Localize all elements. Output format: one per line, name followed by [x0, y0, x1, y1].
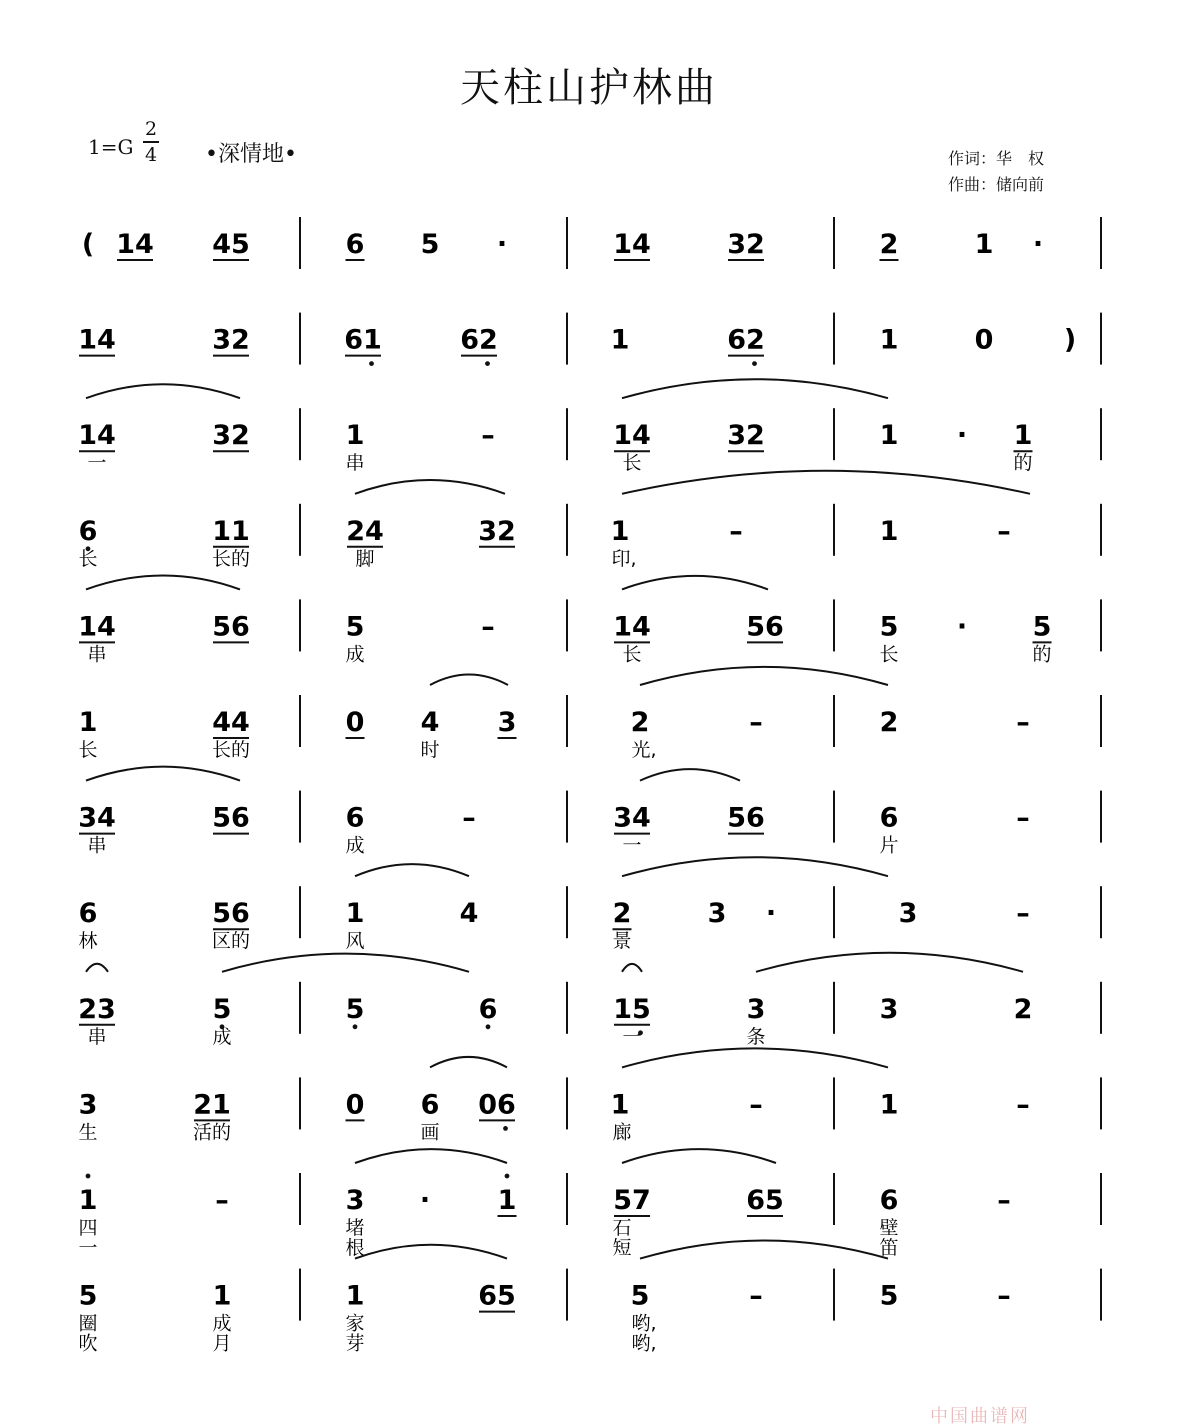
slur [86, 767, 240, 781]
slur [86, 964, 108, 972]
note: 34 [613, 802, 651, 834]
note: – [1016, 898, 1030, 930]
slur [355, 1149, 507, 1163]
note: 1 [974, 229, 994, 260]
note: – [1016, 707, 1030, 738]
note: ) [1063, 324, 1077, 356]
note: 14 [613, 611, 651, 643]
slur [622, 1048, 888, 1067]
lyric: 一 [87, 452, 107, 475]
note: 3 [78, 1089, 98, 1121]
lyric: 哟, [631, 1312, 657, 1335]
lyric: 光, [631, 739, 657, 761]
lyric: 画 [420, 1121, 440, 1144]
note: 1 [610, 324, 630, 356]
slur [622, 471, 1030, 494]
note: 2 [630, 707, 650, 738]
lyric: 长 [78, 739, 98, 761]
lyric: 成 [345, 834, 365, 857]
lyric: 片 [879, 834, 899, 857]
note: – [749, 707, 763, 738]
note: 6 [420, 1089, 440, 1121]
lyric: 时 [420, 739, 440, 761]
slur [640, 1240, 888, 1258]
slur [355, 1245, 507, 1259]
lyric: 长 [622, 452, 642, 475]
note: 1 [345, 420, 365, 452]
lyric: 成 [212, 1025, 232, 1048]
note: · [419, 1185, 431, 1216]
lyric: 串 [87, 643, 107, 666]
note: 32 [727, 229, 765, 260]
note: 14 [613, 229, 651, 260]
note: 56 [727, 802, 765, 834]
lyric: 成 [212, 1312, 232, 1335]
note: 4 [420, 707, 440, 738]
slur [756, 953, 1023, 972]
octave-dot-below [353, 1024, 358, 1029]
note: 34 [78, 802, 116, 834]
note: · [956, 420, 968, 452]
note: 5 [879, 611, 899, 643]
note: · [1032, 229, 1044, 260]
octave-dot-above [86, 1174, 91, 1179]
lyric: 长 [622, 643, 642, 666]
slur [622, 964, 642, 972]
note: 62 [727, 324, 765, 356]
note: 2 [612, 898, 632, 930]
note: 65 [746, 1185, 784, 1216]
slur [430, 674, 508, 685]
note: 11 [212, 515, 250, 547]
lyric: 四 [78, 1217, 98, 1239]
note: 3 [898, 898, 918, 930]
note: 5 [345, 993, 365, 1025]
octave-dot-below [369, 361, 374, 366]
lyric: 圈 [78, 1312, 98, 1335]
note: 1 [610, 1089, 630, 1121]
note: 1 [879, 1089, 899, 1121]
note: 14 [116, 229, 154, 260]
lyric: 活的 [192, 1121, 232, 1144]
octave-dot-above [505, 1174, 510, 1179]
note: 1 [1013, 420, 1033, 452]
note: 5 [212, 993, 232, 1025]
slur [86, 384, 240, 398]
note: 1 [879, 324, 899, 356]
note: 6 [478, 993, 498, 1025]
lyric: 脚 [355, 547, 375, 570]
lyric: 生 [78, 1121, 98, 1144]
note: 14 [78, 420, 116, 452]
time-signature-top: 2 [144, 118, 158, 140]
note: 1 [879, 515, 899, 547]
note: 5 [345, 611, 365, 643]
lyric: 家 [345, 1312, 365, 1335]
note: – [215, 1185, 229, 1216]
lyric: 根 [345, 1237, 365, 1259]
tempo-marking: •深情地• [205, 142, 297, 167]
key-signature: 1=G [88, 135, 134, 159]
note: 24 [346, 515, 384, 547]
lyric: 印, [611, 547, 637, 570]
note: – [462, 802, 476, 834]
note: 56 [746, 611, 784, 643]
note: · [496, 229, 508, 260]
lyric: 壁 [879, 1217, 899, 1239]
note: 5 [420, 229, 440, 260]
note: 3 [879, 993, 899, 1025]
note: 6 [78, 515, 98, 547]
note: – [749, 1280, 763, 1312]
note: 56 [212, 802, 250, 834]
note: 1 [497, 1185, 517, 1216]
note: 3 [707, 898, 727, 930]
lyric: 景 [612, 930, 632, 953]
octave-dot-below [752, 361, 757, 366]
note: – [481, 611, 495, 643]
note: 3 [345, 1185, 365, 1216]
note: – [997, 515, 1011, 547]
note: 6 [345, 229, 365, 260]
note: 14 [613, 420, 651, 452]
slur [640, 769, 740, 781]
lyric: 的 [1013, 452, 1033, 475]
note: – [1016, 802, 1030, 834]
note: 45 [212, 229, 250, 260]
note: 2 [879, 707, 899, 738]
note: 5 [879, 1280, 899, 1312]
note: 6 [879, 802, 899, 834]
slur [430, 1057, 507, 1067]
note: 1 [610, 515, 630, 547]
note: – [997, 1185, 1011, 1216]
slur [355, 864, 469, 876]
lyric: 一 [622, 834, 642, 857]
lyricist-credit: 作词：华 权 [948, 149, 1045, 168]
note: 14 [78, 324, 116, 356]
note: 21 [193, 1089, 231, 1121]
note: 3 [497, 707, 517, 738]
lyric: 月 [212, 1332, 232, 1355]
lyric: 长的 [211, 547, 251, 570]
note: 56 [212, 898, 250, 930]
lyric: 长 [879, 643, 899, 666]
slur [622, 576, 768, 590]
note: 15 [613, 993, 651, 1025]
lyric: 成 [345, 643, 365, 666]
note: 32 [212, 420, 250, 452]
note: · [956, 611, 968, 643]
note: 1 [78, 707, 98, 738]
song-title: 天柱山护林曲 [460, 65, 718, 111]
lyric: 林 [78, 930, 98, 953]
note: 44 [212, 707, 250, 738]
note: 32 [478, 515, 516, 547]
lyric: 吹 [78, 1332, 98, 1355]
note: 32 [727, 420, 765, 452]
octave-dot-below [485, 361, 490, 366]
note: 0 [345, 1089, 365, 1121]
note: 56 [212, 611, 250, 643]
note: 1 [345, 898, 365, 930]
note: 2 [1013, 993, 1033, 1025]
note: 62 [460, 324, 498, 356]
lyric: 长 [78, 547, 98, 570]
note: 1 [879, 420, 899, 452]
note: – [749, 1089, 763, 1121]
composer-credit: 作曲：储向前 [948, 175, 1045, 194]
lyric: 石 [612, 1217, 632, 1239]
lyric: 堵 [345, 1217, 365, 1239]
lyric: 串 [345, 452, 365, 475]
note: 0 [345, 707, 365, 738]
slur [222, 954, 469, 972]
slur [640, 667, 888, 685]
note: 1 [345, 1280, 365, 1312]
slur [355, 480, 505, 494]
note: 6 [879, 1185, 899, 1216]
note: 5 [1032, 611, 1052, 643]
note: 6 [345, 802, 365, 834]
note: 3 [746, 993, 766, 1025]
lyric: 芽 [345, 1332, 365, 1355]
octave-dot-below [503, 1126, 508, 1131]
lyric: 哟, [631, 1332, 657, 1355]
note: 5 [630, 1280, 650, 1312]
lyric: 短 [612, 1237, 632, 1259]
lyric: 笛 [879, 1237, 899, 1259]
note: 14 [78, 611, 116, 643]
note: 4 [459, 898, 479, 930]
lyric: 的 [1032, 643, 1052, 666]
note: 23 [78, 993, 116, 1025]
slur [86, 575, 240, 589]
lyric: 一 [622, 1025, 642, 1048]
note: – [729, 515, 743, 547]
note: 0 [974, 324, 994, 356]
slur [622, 379, 888, 398]
note: 1 [78, 1185, 98, 1216]
note: 2 [879, 229, 899, 260]
note: – [997, 1280, 1011, 1312]
lyric: 区的 [211, 930, 251, 953]
lyric: 条 [746, 1025, 766, 1048]
note: 32 [212, 324, 250, 356]
note: – [1016, 1089, 1030, 1121]
lyric: 风 [345, 930, 365, 953]
note: 5 [78, 1280, 98, 1312]
lyric: 一 [78, 1237, 98, 1259]
watermark: 中国曲谱网 [930, 1406, 1030, 1427]
lyric: 串 [87, 834, 107, 857]
note: 65 [478, 1280, 516, 1312]
note: 61 [344, 324, 382, 356]
note: 1 [212, 1280, 232, 1312]
note: – [481, 420, 495, 452]
slur [622, 1149, 776, 1163]
lyric: 长的 [211, 739, 251, 761]
note: 06 [478, 1089, 516, 1121]
slur [622, 857, 888, 876]
note: ( [81, 229, 95, 260]
lyric: 串 [87, 1025, 107, 1048]
octave-dot-below [486, 1024, 491, 1029]
lyric: 廊 [612, 1121, 632, 1144]
time-signature-bottom: 4 [144, 143, 158, 166]
note: 57 [613, 1185, 651, 1216]
note: 6 [78, 898, 98, 930]
note: · [765, 898, 777, 930]
